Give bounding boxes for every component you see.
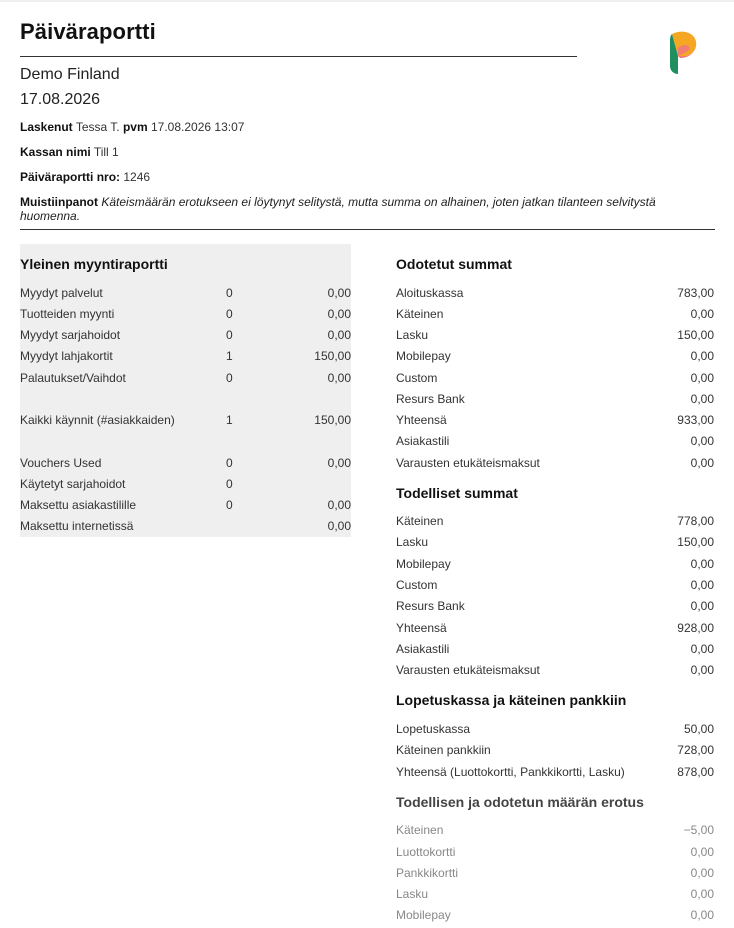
report-date: 17.08.2026 <box>20 91 101 108</box>
row-amount: 50,00 <box>683 722 714 736</box>
row-amount: 0,00 <box>690 557 714 571</box>
list-item <box>396 599 714 619</box>
closing-title: Lopetuskassa ja käteinen pankkiin <box>396 692 627 708</box>
table-row <box>20 519 351 539</box>
row-amount: 0,00 <box>327 286 351 300</box>
table-row <box>20 307 351 327</box>
notes <box>20 195 710 223</box>
row-amount: 928,00 <box>677 621 714 635</box>
list-item <box>396 823 714 843</box>
row-label: Lasku <box>396 535 429 549</box>
list-item <box>396 621 714 641</box>
row-amount: 0,00 <box>327 371 351 385</box>
register-label: Kassan nimi <box>20 145 91 159</box>
row-label: Yhteensä <box>396 413 447 427</box>
row-label: Yhteensä (Luottokortti, Pankkikortti, Lasku) <box>396 765 625 779</box>
row-label: Mobilepay <box>396 557 451 571</box>
list-item <box>396 845 714 865</box>
row-count: 0 <box>226 371 233 385</box>
table-row <box>20 477 351 497</box>
list-item <box>396 328 714 348</box>
list-item <box>396 908 714 928</box>
calculated-label: Laskenut <box>20 120 73 134</box>
list-item <box>396 578 714 598</box>
row-amount: 0,00 <box>690 599 714 613</box>
row-amount: 0,00 <box>690 349 714 363</box>
list-item <box>396 535 714 555</box>
row-amount: 0,00 <box>690 307 714 321</box>
row-label: Käteinen <box>396 823 444 837</box>
row-label: Custom <box>396 578 438 592</box>
list-item <box>396 642 714 662</box>
calculated-by-line <box>20 120 244 134</box>
register-name: Till 1 <box>93 145 119 159</box>
row-amount: 0,00 <box>690 456 714 470</box>
page-title: Päiväraportti <box>20 19 156 44</box>
list-item <box>396 887 714 907</box>
row-amount: 0,00 <box>327 307 351 321</box>
row-count: 0 <box>226 456 233 470</box>
table-row <box>20 328 351 348</box>
row-count: 1 <box>226 413 233 427</box>
calculated-by: Tessa T. <box>75 120 120 134</box>
row-amount: 933,00 <box>677 413 714 427</box>
row-label: Kaikki käynnit (#asiakkaiden) <box>20 413 175 427</box>
row-amount: 0,00 <box>690 578 714 592</box>
difference-title: Todellisen ja odotetun määrän erotus <box>396 794 644 810</box>
row-amount: 150,00 <box>314 349 351 363</box>
row-label: Palautukset/Vaihdot <box>20 371 126 385</box>
row-label: Asiakastili <box>396 642 450 656</box>
row-label: Mobilepay <box>396 349 451 363</box>
list-item <box>396 307 714 327</box>
row-label: Maksettu internetissä <box>20 519 134 533</box>
notes-label: Muistiinpanot <box>20 195 98 209</box>
row-amount: 0,00 <box>690 908 714 922</box>
list-item <box>396 663 714 683</box>
row-amount: 0,00 <box>690 663 714 677</box>
row-count: 0 <box>226 328 233 342</box>
row-label: Myydyt palvelut <box>20 286 103 300</box>
row-label: Pankkikortti <box>396 866 459 880</box>
list-item <box>396 371 714 391</box>
row-count: 0 <box>226 307 233 321</box>
row-amount: 0,00 <box>690 371 714 385</box>
list-item <box>396 392 714 412</box>
row-amount: 0,00 <box>690 642 714 656</box>
list-item <box>396 765 714 785</box>
row-label: Varausten etukäteismaksut <box>396 663 540 677</box>
table-row <box>20 456 351 476</box>
row-label: Käteinen <box>396 307 444 321</box>
row-label: Lasku <box>396 328 429 342</box>
date-label: pvm <box>122 120 148 134</box>
list-item <box>396 514 714 534</box>
row-amount: 150,00 <box>677 535 714 549</box>
title-divider <box>20 56 577 57</box>
row-label: Maksettu asiakastilille <box>20 498 137 512</box>
row-label: Mobilepay <box>396 908 451 922</box>
row-label: Tuotteiden myynti <box>20 307 115 321</box>
notes-text: Käteismäärän erotukseen ei löytynyt selitystä, mutta summa on alhainen, joten jatkan tilanteen selvitystä huomenna. <box>20 195 656 223</box>
list-item <box>396 349 714 369</box>
report-number-label: Päiväraportti nro: <box>20 170 121 184</box>
row-label: Myydyt lahjakortit <box>20 349 113 363</box>
row-amount: 0,00 <box>327 519 351 533</box>
row-label: Aloituskassa <box>396 286 464 300</box>
row-count: 1 <box>226 349 233 363</box>
table-row <box>20 413 351 433</box>
table-row <box>20 286 351 306</box>
row-amount: 0,00 <box>690 866 714 880</box>
row-label: Vouchers Used <box>20 456 102 470</box>
report-number: 1246 <box>123 170 151 184</box>
row-label: Resurs Bank <box>396 599 465 613</box>
row-amount: 878,00 <box>677 765 714 779</box>
row-label: Käytetyt sarjahoidot <box>20 477 126 491</box>
row-label: Varausten etukäteismaksut <box>396 456 540 470</box>
list-item <box>396 743 714 763</box>
row-amount: 0,00 <box>690 845 714 859</box>
table-row <box>20 371 351 391</box>
row-label: Käteinen pankkiin <box>396 743 491 757</box>
row-count: 0 <box>226 498 233 512</box>
list-item <box>396 722 714 742</box>
row-label: Lasku <box>396 887 429 901</box>
row-amount: 0,00 <box>690 434 714 448</box>
actual-title: Todelliset summat <box>396 485 518 501</box>
table-row <box>20 349 351 369</box>
row-label: Luottokortti <box>396 845 456 859</box>
row-amount: 0,00 <box>690 392 714 406</box>
register-line <box>20 145 119 159</box>
row-label: Lopetuskassa <box>396 722 471 736</box>
list-item <box>396 413 714 433</box>
list-item <box>396 866 714 886</box>
row-amount: −5,00 <box>683 823 714 837</box>
row-amount: 0,00 <box>327 498 351 512</box>
row-amount: 728,00 <box>677 743 714 757</box>
row-label: Asiakastili <box>396 434 450 448</box>
row-amount: 0,00 <box>327 328 351 342</box>
row-label: Resurs Bank <box>396 392 465 406</box>
row-amount: 783,00 <box>677 286 714 300</box>
general-sales-title: Yleinen myyntiraportti <box>20 256 168 272</box>
row-amount: 0,00 <box>327 456 351 470</box>
table-row <box>20 498 351 518</box>
expected-title: Odotetut summat <box>396 256 512 272</box>
row-label: Yhteensä <box>396 621 447 635</box>
row-count: 0 <box>226 477 233 491</box>
report-datetime: 17.08.2026 13:07 <box>151 120 245 134</box>
row-label: Custom <box>396 371 438 385</box>
row-amount: 150,00 <box>677 328 714 342</box>
row-count: 0 <box>226 286 233 300</box>
list-item <box>396 456 714 476</box>
row-label: Myydyt sarjahoidot <box>20 328 121 342</box>
row-amount: 0,00 <box>690 887 714 901</box>
brand-logo-icon <box>664 30 700 76</box>
report-number-line <box>20 170 150 184</box>
row-label: Käteinen <box>396 514 444 528</box>
header-divider <box>20 229 715 230</box>
top-border <box>0 0 734 2</box>
list-item <box>396 557 714 577</box>
row-amount: 150,00 <box>314 413 351 427</box>
list-item <box>396 434 714 454</box>
list-item <box>396 286 714 306</box>
company-name: Demo Finland <box>20 66 120 83</box>
row-amount: 778,00 <box>677 514 714 528</box>
